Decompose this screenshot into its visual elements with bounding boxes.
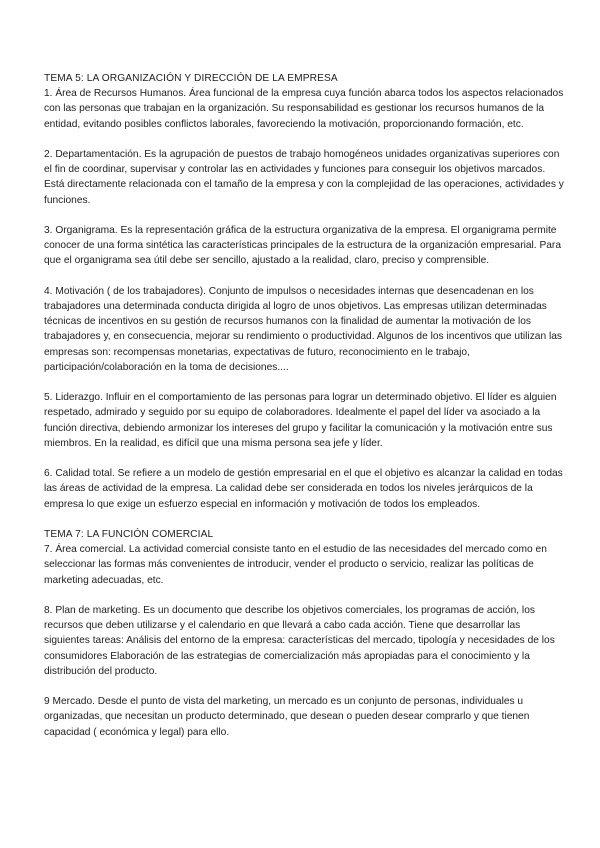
item-departamentacion: 2. Departamentación. Es la agrupación de puestos de trabajo homogéneos unidades organizativas superiores con el fin de coordinar, supervisar y controlar las en actividades y funciones para conseguir los objetivos marcados. Está directamente relacionada con el tamaño de la empresa y con la complejidad de las operaciones, actividades y funciones. (44, 149, 564, 206)
tema5-heading: TEMA 5: LA ORGANIZACIÓN Y DIRECCIÓN DE LA EMPRESA (44, 73, 338, 84)
item-plan-marketing: 8. Plan de marketing. Es un documento que describe los objetivos comerciales, los programas de acción, los recursos que deben utilizarse y el calendario en que llevará a cabo cada acción. Tiene que desarrollar las siguientes tareas: Análisis del entorno de la empresa: características del mercado, tipología y necesidades de los consumidores Elaboración de las estrategias de comercialización más apropiadas para el conocimiento y la distribución del producto. (44, 605, 555, 677)
item-mercado: 9 Mercado. Desde el punto de vista del marketing, un mercado es un conjunto de personas, individuales u organizadas, que necesitan un producto determinado, que desean o pueden desear comprarlo y que tienen capacidad ( económica y legal) para ello. (44, 696, 530, 738)
item-area-comercial: 7. Área comercial. La actividad comercial consiste tanto en el estudio de las necesidades del mercado como en seleccionar las formas más convenientes de introducir, vender el producto o servicio, realizar las políticas de marketing adecuadas, etc. (44, 544, 547, 586)
document-page (44, 71, 564, 755)
tema7-heading: TEMA 7: LA FUNCIÓN COMERCIAL (44, 529, 214, 540)
item-organigrama: 3. Organigrama. Es la representación gráfica de la estructura organizativa de la empresa. El organigrama permite conocer de una forma sintética las características principales de la estructura de la organización empresarial. Para que el organigrama sea útil debe ser sencillo, ajustado a la realidad, claro, preciso y comprensible. (44, 225, 561, 267)
item-motivacion: 4. Motivación ( de los trabajadores). Conjunto de impulsos o necesidades internas que desencadenan en los trabajadores una determinada conducta dirigida al logro de unos objetivos. Las empresas utilizan determinadas técnicas de incentivos en su gestión de recursos humanos con la finalidad de aumentar la motivación de los trabajadores y, en consecuencia, mejorar su rendimiento o productividad. Algunos de los incentivos que utilizan las empresas son: recompensas monetarias, expectativas de futuro, reconocimiento en le trabajo, participación/colaboración en la toma de decisiones.... (44, 285, 562, 373)
item-recursos-humanos: 1. Área de Recursos Humanos. Área funcional de la empresa cuya función abarca todos los aspectos relacionados con las personas que trabajan en la organización. Su responsabilidad es gestionar los recursos humanos de la entidad, evitando posibles conflictos laborales, favoreciendo la motivación, proporcionando formación, etc. (44, 88, 564, 130)
item-liderazgo: 5. Liderazgo. Influir en el comportamiento de las personas para lograr un determinado objetivo. El líder es alguien respetado, admirado y seguido por su equipo de colaboradores. Idealmente el papel del líder va asociado a la función directiva, debiendo armonizar los intereses del grupo y facilitar la comunicación y la motivación entre sus miembros. En la realidad, es difícil que una misma persona sea jefe y líder. (44, 392, 557, 449)
item-calidad-total: 6. Calidad total. Se refiere a un modelo de gestión empresarial en el que el objetivo es alcanzar la calidad en todas las áreas de actividad de la empresa. La calidad debe ser considerada en todos los niveles jerárquicos de la empresa lo que exige un esfuerzo especial en información y motivación de todos los empleados. (44, 468, 563, 510)
